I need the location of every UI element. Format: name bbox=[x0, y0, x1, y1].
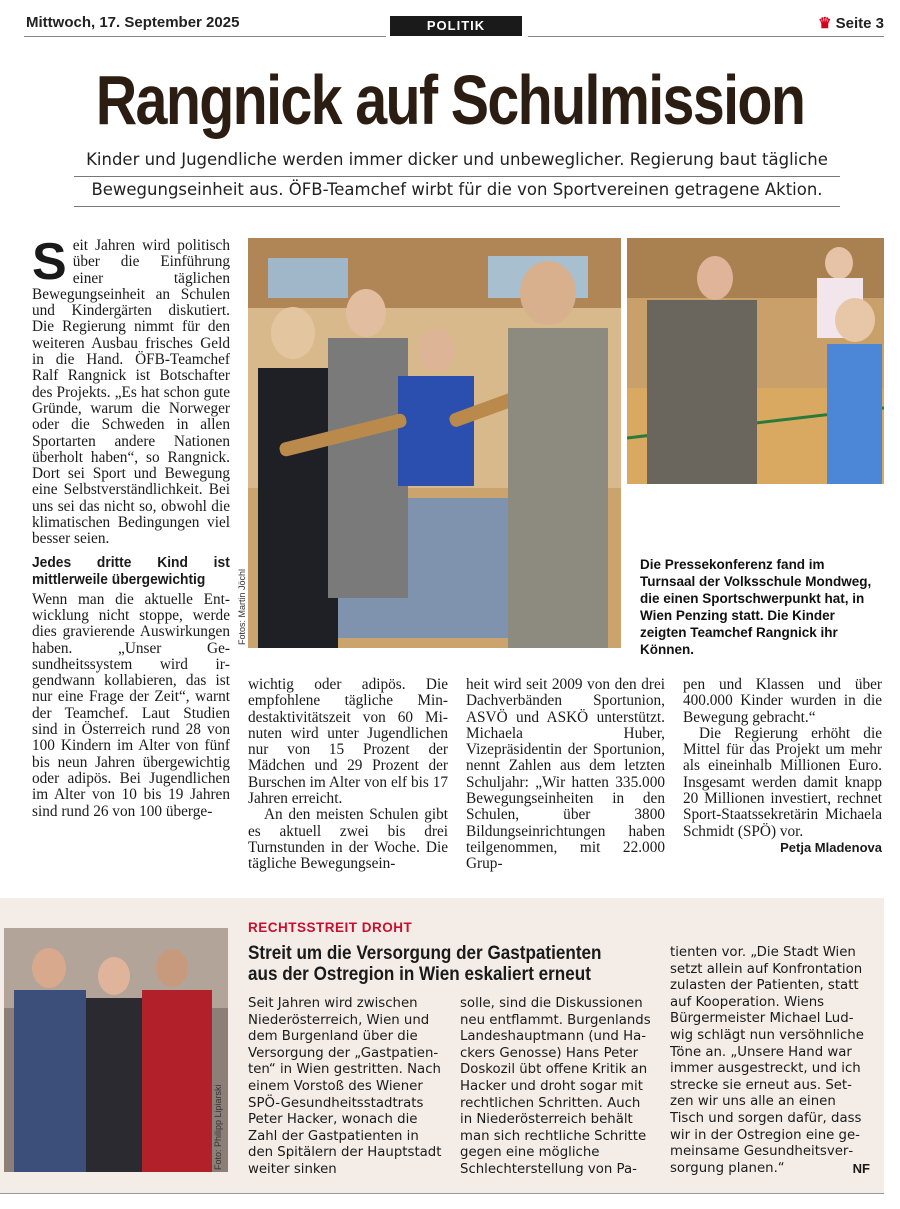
sidebar-col1-text: Seit Jahren wird zwischen Niederösterreich, Wien und dem Burgenland über die Versorgung der „Gastpatienten“ in Wien gestritten. Nach einem Vorstoß des Wiener SPÖ-Gesundheitsstadtrats Peter Hacker, wonach die Zahl der Gastpatienten in den Spitälern der Hauptstadt weiter sinken bbox=[248, 996, 442, 1177]
col3-paragraph-1: heit wird seit 2009 von den drei Dachverbänden Sportunion, ASVÖ und ASKÖ unterstützt. Michaela Huber, Vizepräsidentin der Sportunion, nennt Zahlen aus dem letzten Schuljahr: „Wir hatten 335.000 Bewegungseinheiten in den Schulen, über 3800 Bildungseinrichtungen haben teilgenommen, mit 22.000 Grup- bbox=[466, 676, 665, 873]
article-column-3 bbox=[466, 677, 665, 873]
photo-caption: Die Pressekonferenz fand im Turnsaal der Volksschule Mondweg, die einen Sportschwerpunkt hat, in Wien Penzing statt. Die Kinder zeigten Teamchef Rangnick ihr Können. bbox=[640, 557, 872, 657]
article-subhead: Jedes dritte Kind ist mittlerweile übergewichtig bbox=[32, 553, 230, 588]
sidebar-photo bbox=[4, 928, 228, 1172]
article-subline-2: Bewegungseinheit aus. ÖFB-Teamchef wirbt für die von Sportvereinen getragene Aktion. bbox=[74, 180, 840, 207]
issue-date: Mittwoch, 17. September 2025 bbox=[26, 14, 240, 31]
article-column-4 bbox=[683, 677, 882, 856]
header-rule-right bbox=[528, 36, 884, 37]
sidebar-column-3 bbox=[670, 945, 870, 1178]
section-label: POLITIK bbox=[390, 16, 522, 36]
crown-icon: ♛ bbox=[818, 15, 832, 32]
sidebar-photo-credit: Foto: Philipp Lipiarski bbox=[213, 1084, 223, 1170]
box-bottom-rule bbox=[0, 1193, 884, 1194]
article-subline-1: Kinder und Jugendliche werden immer dicker und unbeweglicher. Regierung baut tägliche bbox=[74, 150, 840, 177]
col4-paragraph-1: pen und Klassen und über 400.000 Kinder wurden in die Bewegung gebracht.“ bbox=[683, 676, 882, 726]
sidebar-column-2 bbox=[460, 996, 656, 1179]
sidebar-col3-text: tienten vor. „Die Stadt Wien setzt allein auf Konfrontation zulasten der Patienten, statt auf Kooperation. Wiens Bürgermeister Michael Ludwig schlägt nun versöhnliche Töne an. „Unsere Hand war immer ausgestreckt, und ich strecke sie erneut aus. Setzen wir uns alle an einen Tisch und sorgen dafür, dass wir in der Ostregion eine gemeinsame Gesundheitsversorgung planen.“ bbox=[670, 945, 864, 1176]
main-photo bbox=[248, 238, 621, 648]
col1-rest-text: Wenn man die aktuelle Entwicklung nicht stoppe, werde dies gravierende Auswirkungen haben. „Unser Gesundheitssystem wird irgendwann kollabieren, das ist nur eine Frage der Zeit“, warnt der Teamchef. Laut Studien sind in Österreich rund 28 von 100 Kindern im Alter von fünf bis neun Jahren übergewichtig oder adipös. Bei Jugendlichen im Alter von 10 bis 19 Jahren sind rund 26 von 100 überge- bbox=[32, 590, 230, 820]
page-number-text: Seite 3 bbox=[835, 15, 884, 32]
sidebar-col2-text: solle, sind die Diskussionen neu entflammt. Burgenlands Landeshauptmann (und Hackers Genosse) Hans Peter Doskozil übt offene Kritik an Hacker und droht sogar mit rechtlichen Schritten. Auch in Niederösterreich behält man sich rechtliche Schritte gegen eine mögliche Schlechterstellung von Pa- bbox=[460, 996, 651, 1177]
col2-paragraph-2: An den meisten Schulen gibt es aktuell zwei bis drei Turnstunden in der Woche. Die tägliche Bewegungsein- bbox=[248, 806, 448, 873]
article-column-2 bbox=[248, 677, 448, 873]
secondary-photo bbox=[627, 238, 884, 484]
col4-paragraph-2: Die Regierung erhöht die Mittel für das Projekt um mehr als eineinhalb Millionen Euro. Insgesamt werden damit knapp 20 Millionen investiert, rechnet Sport-Staatssekretärin Michaela Schmidt (SPÖ) vor. bbox=[683, 724, 882, 840]
gym-photo-illustration bbox=[248, 238, 621, 648]
sidebar-column-1 bbox=[248, 996, 444, 1179]
sidebar-headline: Streit um die Versorgung der Gastpatienten aus der Ostregion in Wien eskaliert erneut bbox=[248, 943, 602, 985]
article-author: Petja Mladenova bbox=[780, 839, 882, 855]
intro-text: eit Jahren wird politisch über die Einführung einer täglichen Bewegungseinheit an Schulen und Kindergärten diskutiert. Die Regierung nimmt für den weiteren Ausbau frisches Geld in die Hand. ÖFB-Teamchef Ralf Rangnick ist Botschafter des Projekts. „Es hat schon gute Gründe, warum die Norweger oder die Schweden in allen Sportarten andere Nationen überholt haben“, so Rangnick. Dort sei Sport und Bewegung eine Selbstverständlichkeit. Bei uns sei das nicht so, obwohl die klimatischen Bedingungen viel besser seien. bbox=[32, 237, 230, 548]
sidebar-kicker: RECHTSSTREIT DROHT bbox=[248, 920, 413, 935]
photo-credit: Fotos: Martin Jöchl bbox=[237, 568, 247, 645]
article-column-1 bbox=[32, 233, 230, 820]
article-headline: Rangnick auf Schulmission bbox=[95, 61, 805, 139]
highfive-photo-illustration bbox=[627, 238, 884, 484]
page-number bbox=[818, 14, 884, 32]
col2-paragraph-1: wichtig oder adipös. Die empfohlene tägliche Mindestaktivitätszeit von 60 Minuten wird unter Jugendlichen nur von 15 Prozent der Mädchen und 29 Prozent der Burschen im Alter von elf bis 17 Jahren erreicht. bbox=[248, 676, 448, 808]
drop-cap: S bbox=[32, 233, 67, 291]
sidebar-author: NF bbox=[852, 1161, 870, 1177]
header-rule-left bbox=[24, 36, 386, 37]
politicians-photo-illustration bbox=[4, 928, 228, 1172]
